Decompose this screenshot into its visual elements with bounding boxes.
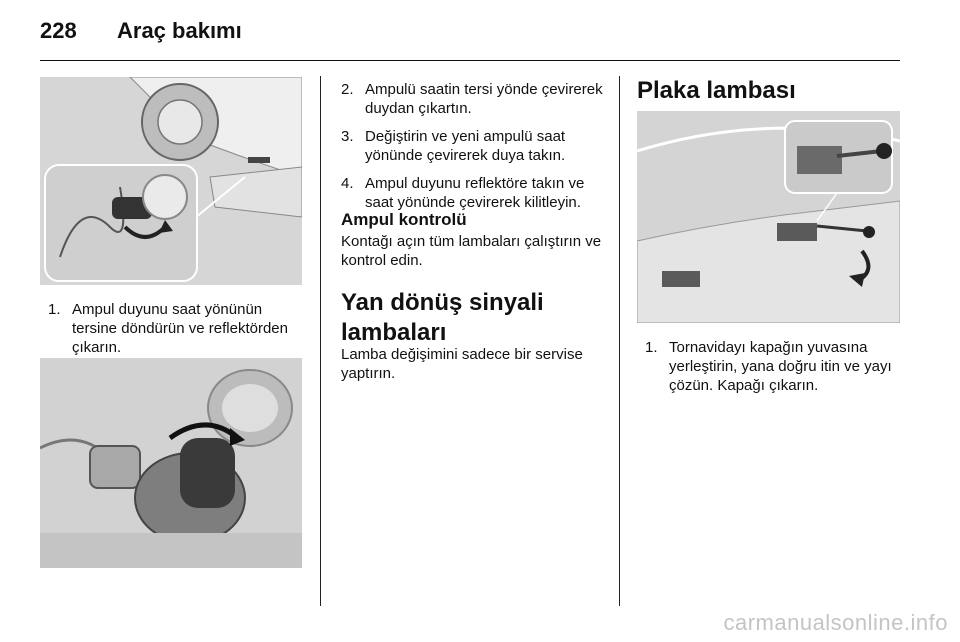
list-item <box>341 80 605 118</box>
list-item <box>645 338 903 395</box>
header-rule <box>40 60 900 61</box>
figure-bulb-socket-closeup <box>40 358 302 568</box>
ampul-kontrolu-text: Kontağı açın tüm lambaları çalıştırın ve kontrol edin. <box>341 233 602 269</box>
list-item <box>48 300 308 357</box>
step-number: 3. <box>341 128 354 145</box>
middle-steps-list <box>341 80 605 221</box>
plaka-lambasi-heading: Plaka lambası <box>637 77 796 104</box>
column-separator-2 <box>619 76 620 606</box>
step-number: 4. <box>341 175 354 192</box>
column-separator-1 <box>320 76 321 606</box>
ampul-kontrolu-heading: Ampul kontrolü <box>341 210 467 229</box>
figure-bulb-socket-car <box>40 77 302 285</box>
page-number: 228 <box>40 18 77 43</box>
list-item <box>341 174 605 212</box>
list-item <box>341 127 605 165</box>
watermark: carmanualsonline.info <box>723 610 948 635</box>
step-text: Değiştirin ve yeni ampulü saat yönünde çevirerek duya takın. <box>365 128 566 164</box>
yan-donus-text: Lamba değişimini sadece bir servise yaptırın. <box>341 346 583 382</box>
step-number: 2. <box>341 81 354 98</box>
yan-donus-heading: Yan dönüş sinyali lambaları <box>341 289 544 346</box>
step-number: 1. <box>48 301 61 318</box>
right-steps-list <box>645 338 903 404</box>
step-text: Ampulü saatin tersi yönde çevirerek duydan çıkartın. <box>365 81 603 117</box>
step-text: Tornavidayı kapağın yuvasına yerleştirin, yana doğru itin ve yayı çözün. Kapağı çıkarın. <box>669 339 892 394</box>
step-number: 1. <box>645 339 658 356</box>
step-text: Ampul duyunu reflektöre takın ve saat yönünde çevirerek kilitleyin. <box>365 175 585 211</box>
figure-license-plate-lamp <box>637 111 900 323</box>
page-title: Araç bakımı <box>117 18 242 43</box>
left-steps-list <box>48 300 308 366</box>
step-text: Ampul duyunu saat yönünün tersine döndürün ve reflektörden çıkarın. <box>72 301 288 356</box>
